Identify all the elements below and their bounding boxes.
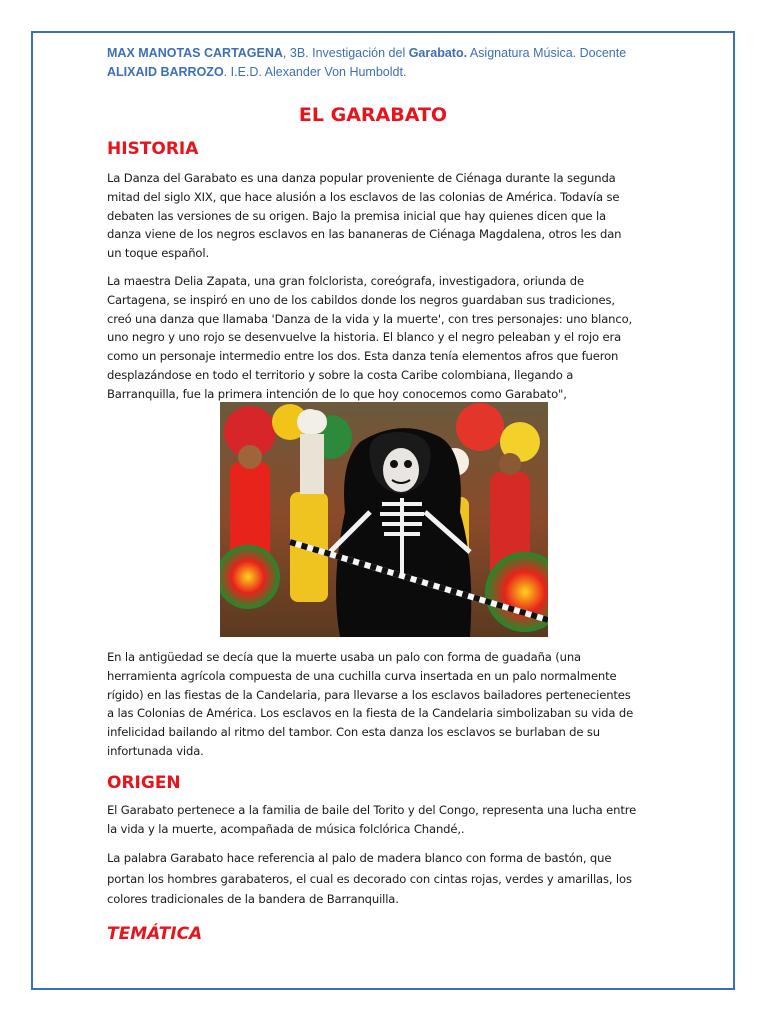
historia-paragraph-1: La Danza del Garabato es una danza popular proveniente de Ciénaga durante la segunda mitad del siglo XIX, que hace alusión a los esclavos de las colonias de América. Todavía se debaten las versiones de su origen. Bajo la premisa inicial que hay quienes dicen que la danza viene de los negros esclavos en las bananeras de Ciénaga Magdalena, otros les dan un toque español. bbox=[107, 171, 622, 261]
header-school: . I.E.D. Alexander Von Humboldt. bbox=[223, 65, 407, 79]
document-content bbox=[107, 44, 639, 404]
document-header bbox=[107, 44, 639, 82]
page-title: EL GARABATO bbox=[298, 104, 448, 126]
document-content-continued bbox=[107, 648, 639, 945]
heading-tematica: TEMÁTICA bbox=[107, 923, 203, 944]
header-topic: Garabato. bbox=[408, 46, 468, 60]
origen-paragraph-2: La palabra Garabato hace referencia al palo de madera blanco con forma de bastón, que portan los hombres garabateros, el cual es decorado con cintas rojas, verdes y amarillas, los colores tradicionales de la bandera de Barranquilla. bbox=[107, 851, 632, 907]
garabato-dancer-photo bbox=[220, 402, 548, 637]
heading-origen: ORIGEN bbox=[107, 772, 181, 793]
header-course: , 3B. Investigación del bbox=[282, 46, 409, 60]
historia-paragraph-2: La maestra Delia Zapata, una gran folclorista, coreógrafa, investigadora, oriunda de Cartagena, se inspiró en uno de los cabildos donde los negros guardaban sus tradiciones, creó una danza que llamaba 'Danza de la vida y la muerte', con tres personajes: uno blanco, uno negro y uno rojo se desenvuelve la historia. El blanco y el negro peleaban y el rojo era como un personaje intermedio entre los dos. Esta danza tenía elementos afros que fueron desplazándose en todo el territorio y sobre la costa Caribe colombiana, llegando a Barranquilla, fue la primera intención de lo que hoy conocemos como Garabato", bbox=[107, 273, 633, 401]
origen-paragraph-1: El Garabato pertenece a la familia de baile del Torito y del Congo, representa una lucha entre la vida y la muerte, acompañada de música folclórica Chandé,. bbox=[107, 802, 637, 836]
author-name: MAX MANOTAS CARTAGENA bbox=[107, 46, 283, 60]
heading-historia: HISTORIA bbox=[107, 139, 199, 159]
teacher-name: ALIXAID BARROZO bbox=[107, 65, 224, 79]
historia-paragraph-3: En la antigüedad se decía que la muerte usaba un palo con forma de guadaña (una herramienta agrícola compuesta de una cuchilla curva insertada en un palo normalmente rígido) en las fiestas de la Candelaria, para llevarse a los esclavos bailadores pertenecientes a las Colonias de América. Los esclavos en la fiesta de la Candelaria simbolizaban su vida de infelicidad bailando al ritmo del tambor. Con esta danza los esclavos se burlaban de su infortunada vida. bbox=[107, 650, 634, 758]
header-subject: Asignatura Música. Docente bbox=[467, 46, 627, 60]
